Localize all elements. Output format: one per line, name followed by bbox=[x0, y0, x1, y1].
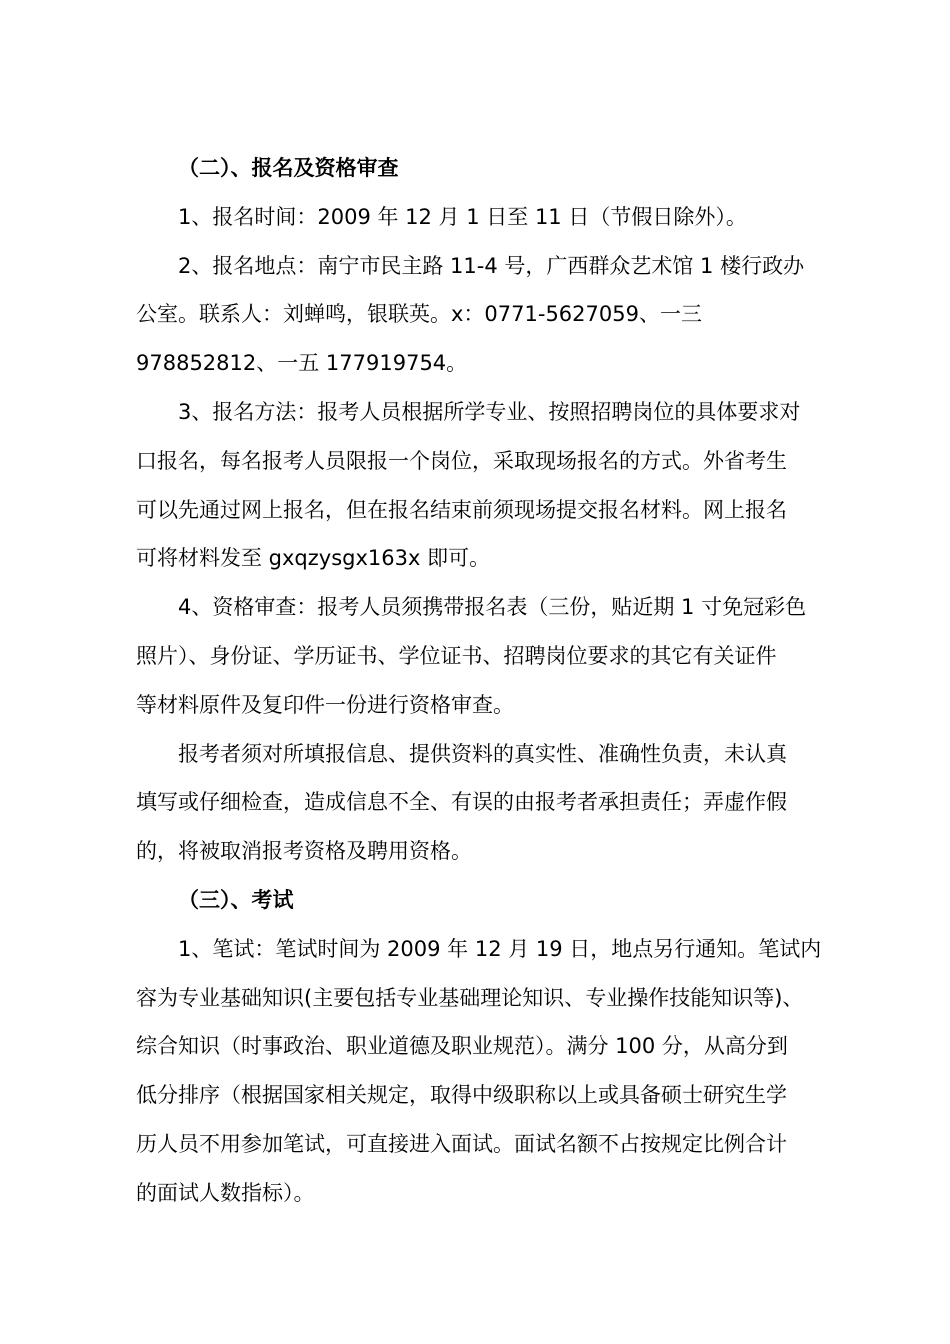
paragraph-qualification-review bbox=[136, 583, 842, 729]
paragraph-line: 1、笔试：笔试时间为 2009 年 12 月 19 日，地点另行通知。笔试内 bbox=[178, 936, 822, 961]
paragraph-registration-time: 1、报名时间：2009 年 12 月 1 日至 11 日（节假日除外）。 bbox=[178, 204, 747, 229]
paragraph-applicant-responsibility bbox=[136, 730, 842, 876]
paragraph-line: 公室。联系人：刘蝉鸣，银联英。x：0771-5627059、一三 bbox=[136, 302, 702, 327]
paragraph-line: 可将材料发至 gxqzysgx163x 即可。 bbox=[136, 546, 491, 571]
section-heading-registration: （二）、报名及资格审查 bbox=[178, 156, 399, 180]
paragraph-line: 历人员不用参加笔试，可直接进入面试。面试名额不占按规定比例合计 bbox=[136, 1131, 787, 1156]
paragraph-line: 填写或仔细检查，造成信息不全、有误的由报考者承担责任；弄虚作假 bbox=[136, 790, 787, 815]
paragraph-line: 4、资格审查：报考人员须携带报名表（三份，贴近期 1 寸免冠彩色 bbox=[178, 595, 807, 620]
paragraph-written-exam bbox=[136, 925, 842, 1218]
paragraph-line: 口报名，每名报考人员限报一个岗位，采取现场报名的方式。外省考生 bbox=[136, 448, 787, 473]
section-heading-exam: （三）、考试 bbox=[178, 887, 294, 912]
paragraph-line: 可以先通过网上报名，但在报名结束前须现场提交报名材料。网上报名 bbox=[136, 497, 787, 522]
paragraph-line: 3、报名方法：报考人员根据所学专业、按照招聘岗位的具体要求对 bbox=[178, 399, 801, 424]
paragraph-line: 的，将被取消报考资格及聘用资格。 bbox=[136, 839, 472, 864]
paragraph-line: 低分排序（根据国家相关规定，取得中级职称以上或具备硕士研究生学 bbox=[136, 1083, 787, 1108]
paragraph-registration-method bbox=[136, 388, 842, 583]
paragraph-line: 等材料原件及复印件一份进行资格审查。 bbox=[136, 692, 514, 717]
paragraph-line: 的面试人数指标）。 bbox=[136, 1180, 315, 1205]
paragraph-line: 容为专业基础知识(主要包括专业基础理论知识、专业操作技能知识等)、 bbox=[136, 985, 804, 1010]
paragraph-line: 978852812、一五 177919754。 bbox=[136, 351, 468, 376]
paragraph-line: 综合知识（时事政治、职业道德及职业规范）。满分 100 分，从高分到 bbox=[136, 1034, 788, 1059]
document-page bbox=[136, 144, 842, 1218]
paragraph-line: 2、报名地点：南宁市民主路 11-4 号，广西群众艺术馆 1 楼行政办 bbox=[178, 253, 805, 278]
paragraph-registration-location bbox=[136, 242, 842, 388]
paragraph-line: 照片）、身份证、学历证书、学位证书、招聘岗位要求的其它有关证件 bbox=[136, 643, 777, 668]
paragraph-line: 报考者须对所填报信息、提供资料的真实性、准确性负责，未认真 bbox=[178, 741, 787, 766]
